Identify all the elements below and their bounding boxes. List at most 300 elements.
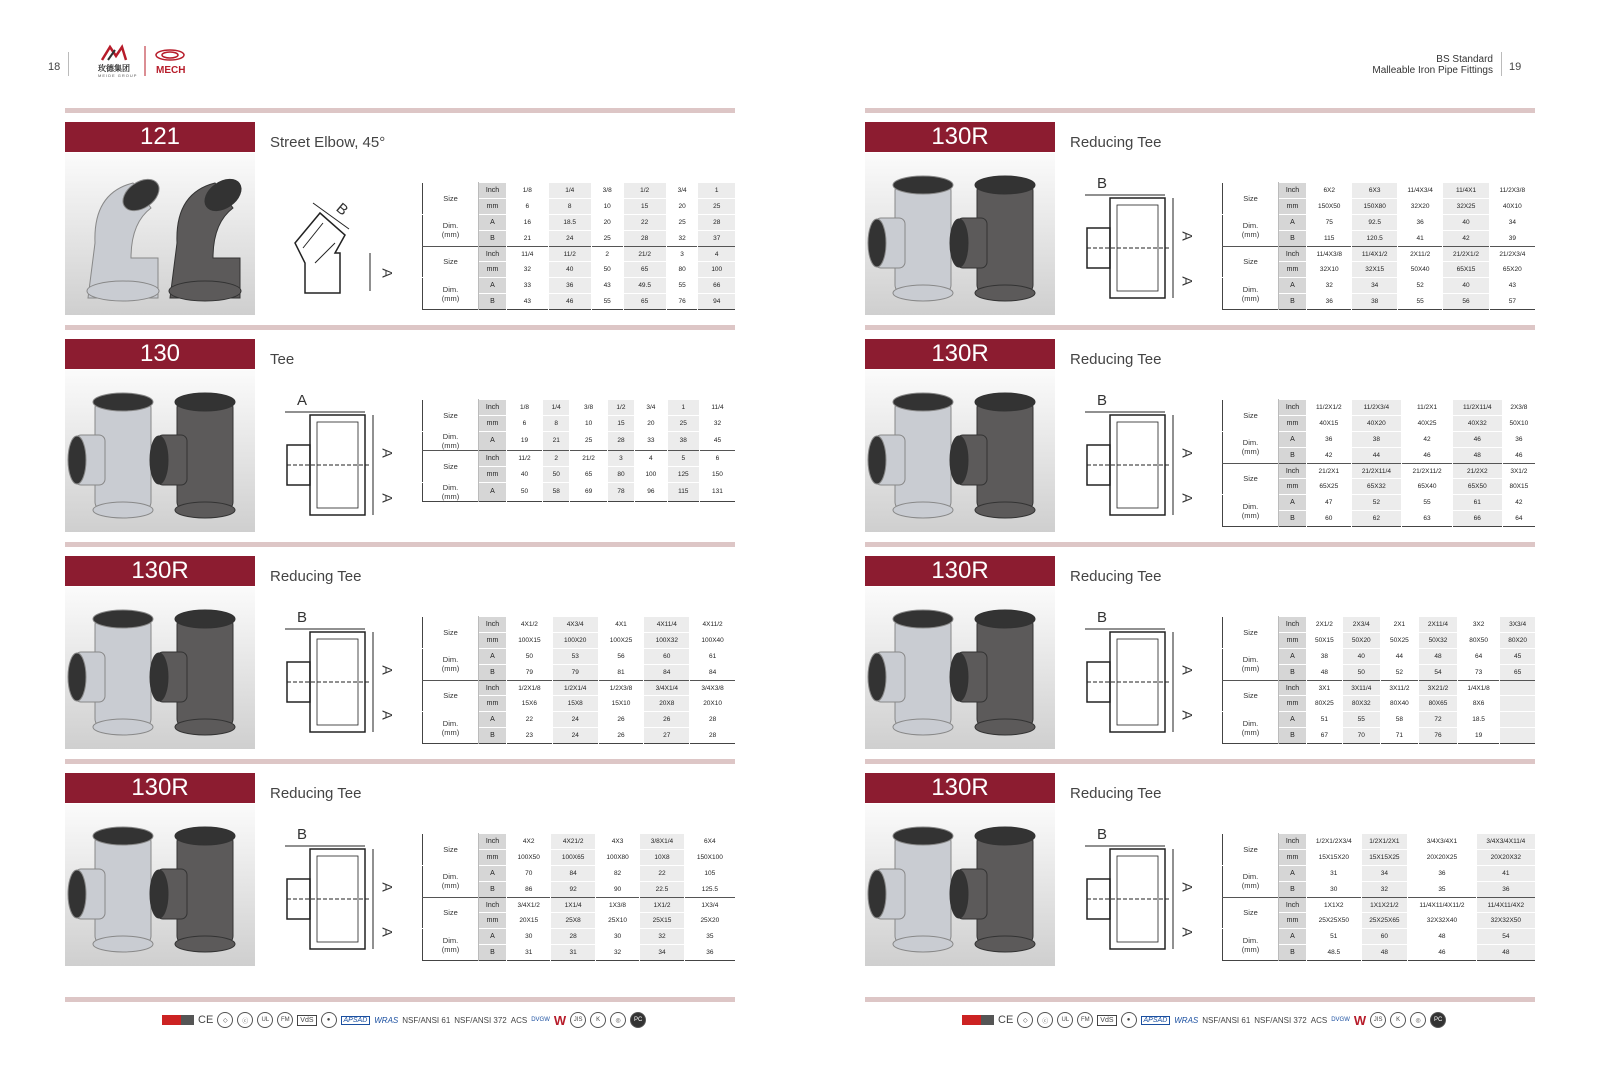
elbow-drawing [275, 173, 400, 308]
mm-cell: 20X20X32 [1476, 849, 1535, 865]
dim-value-cell: 69 [570, 482, 607, 501]
unit-mm-label: mm [479, 198, 507, 214]
dim-label [1223, 278, 1279, 310]
product-section-4 [865, 759, 1535, 971]
mm-cell: 20 [666, 198, 698, 214]
size-label: Size [1223, 463, 1279, 495]
tee-fitting-photo [65, 587, 255, 749]
dim-value-cell [1500, 712, 1536, 728]
inch-cell: 21/2X1 [1307, 463, 1352, 479]
mm-cell: 65X32 [1351, 479, 1402, 495]
mm-cell: 20 [635, 415, 667, 431]
dim-value-cell: 26 [598, 712, 644, 728]
section-top-bar [65, 542, 735, 547]
mm-cell: 40 [507, 466, 543, 482]
dim-value-cell: 86 [507, 881, 551, 897]
size-label: Size [423, 183, 479, 215]
dim-value-cell: 62 [1351, 511, 1402, 527]
dim-label-line2: (mm) [441, 944, 460, 954]
inch-cell: 11/2 [548, 246, 591, 262]
inch-cell: 1 [667, 400, 699, 416]
dim-value-cell: 31 [507, 945, 551, 961]
mm-cell: 15X6 [507, 696, 553, 712]
mm-cell: 80X25 [1307, 696, 1343, 712]
tee-fitting-photo [865, 804, 1055, 966]
dim-value-cell: 36 [548, 278, 591, 294]
dim-label [1223, 712, 1279, 744]
dim-value-cell: 18.5 [1457, 712, 1499, 728]
dim-label-line1: Dim. [1242, 872, 1259, 882]
unit-inch-label: Inch [1279, 183, 1307, 199]
mm-cell: 65X20 [1489, 262, 1535, 278]
dim-value-cell: 56 [598, 648, 644, 664]
inch-cell: 11/2X3/8 [1489, 183, 1535, 199]
inch-cell: 1/2 [607, 400, 634, 416]
dim-value-cell: 52 [1397, 278, 1442, 294]
product-section-2 [65, 325, 735, 537]
inch-cell: 6X4 [684, 834, 735, 850]
mm-cell: 100 [635, 466, 667, 482]
dim-value-cell: 48 [1476, 945, 1535, 961]
dim-value-cell: 64 [1457, 648, 1499, 664]
mm-cell: 80X20 [1500, 632, 1536, 648]
nsf61-mark: NSF/ANSI 61 [1202, 1015, 1251, 1025]
dim-letter-side: A [1179, 448, 1196, 458]
mm-cell: 80X65 [1418, 696, 1457, 712]
sgs-cert-icon: ◇ [217, 1012, 233, 1028]
dim-value-cell: 41 [1397, 230, 1442, 246]
inch-cell: 3 [666, 246, 698, 262]
product-photo [65, 587, 255, 749]
dim-label [1223, 431, 1279, 463]
dim-value-cell: 96 [635, 482, 667, 501]
dim-letter-side: A [1179, 665, 1196, 675]
dim-key-cell: A [479, 214, 507, 230]
unit-inch-label: Inch [479, 400, 507, 416]
wras-mark: WRAS [1174, 1015, 1199, 1025]
inch-cell: 11/4X11/4X11/2 [1408, 897, 1477, 913]
product-drawing [1075, 824, 1200, 959]
dim-label-line1: Dim. [442, 284, 459, 294]
dim-value-cell: 65 [623, 294, 666, 310]
dim-letter-side-2: A [1179, 493, 1196, 503]
unit-mm-label: mm [1279, 632, 1307, 648]
mm-cell: 100X80 [595, 849, 639, 865]
dim-value-cell: 42 [1307, 447, 1352, 463]
mm-cell: 15 [607, 415, 634, 431]
dim-key-cell: A [479, 482, 507, 501]
dim-value-cell: 26 [644, 712, 690, 728]
inch-cell: 1X1/2 [640, 897, 684, 913]
dim-value-cell: 42 [1402, 431, 1453, 447]
dim-value-cell: 82 [595, 865, 639, 881]
ul-cert-icon: UL [257, 1012, 273, 1028]
dim-letter-side: A [379, 665, 396, 675]
dim-label-line2: (mm) [441, 293, 460, 303]
dim-value-cell: 67 [1307, 728, 1343, 744]
table-row [1223, 246, 1536, 262]
acs-mark: ACS [1310, 1015, 1328, 1025]
inch-cell: 1/2 [623, 183, 666, 199]
dim-value-cell: 32 [640, 929, 684, 945]
kr-cert-icon: K [1390, 1012, 1406, 1028]
dim-key-cell: B [1279, 728, 1307, 744]
mm-cell: 80X40 [1380, 696, 1418, 712]
dim-label-line1: Dim. [1242, 221, 1259, 231]
dim-value-cell: 24 [548, 230, 591, 246]
dim-label-line2: (mm) [441, 230, 460, 240]
dim-value-cell: 120.5 [1352, 230, 1397, 246]
inch-cell: 1/2X1/4 [552, 680, 598, 696]
inch-cell: 4X11/4 [644, 617, 690, 633]
dim-value-cell: 26 [598, 728, 644, 744]
mm-cell: 20X10 [690, 696, 736, 712]
dim-value-cell: 60 [1361, 929, 1408, 945]
product-drawing [275, 824, 400, 959]
inch-cell: 21/2X3/4 [1489, 246, 1535, 262]
inch-cell: 4X21/2 [551, 834, 595, 850]
dim-value-cell: 44 [1380, 648, 1418, 664]
unit-mm-label: mm [1279, 479, 1307, 495]
mm-cell: 10X8 [640, 849, 684, 865]
wras-mark: WRAS [374, 1015, 399, 1025]
unit-inch-label: Inch [1279, 834, 1307, 850]
size-label: Size [423, 897, 479, 929]
table-row [1223, 495, 1536, 511]
inch-cell: 2X1 [1380, 617, 1418, 633]
dim-letter-side: A [1179, 882, 1196, 892]
dim-label-line1: Dim. [1242, 501, 1259, 511]
inch-cell: 11/4X11/4X2 [1476, 897, 1535, 913]
dim-label [1223, 648, 1279, 680]
product-name: Street Elbow, 45° [270, 134, 386, 151]
dim-key-cell: A [479, 929, 507, 945]
dim-value-cell: 35 [684, 929, 735, 945]
dim-value-cell: 61 [1452, 495, 1502, 511]
standard-line-1: BS Standard [1436, 54, 1493, 65]
section-top-bar [865, 542, 1535, 547]
inch-cell: 11/2X1/2 [1307, 400, 1352, 416]
mm-cell: 8 [548, 198, 591, 214]
inch-cell: 3/4X1/4 [644, 680, 690, 696]
dim-label [423, 648, 479, 680]
inch-cell: 21/2 [570, 450, 607, 466]
product-section-3 [65, 542, 735, 754]
mm-cell: 50 [591, 262, 623, 278]
unit-inch-label: Inch [1279, 246, 1307, 262]
fm-cert-icon: FM [277, 1012, 293, 1028]
section-top-bar [65, 759, 735, 764]
inch-cell: 2 [542, 450, 569, 466]
dim-value-cell [1500, 728, 1536, 744]
dim-value-cell: 24 [552, 712, 598, 728]
mm-cell: 25X15 [640, 913, 684, 929]
inch-cell: 2 [591, 246, 623, 262]
dim-value-cell: 75 [1307, 214, 1352, 230]
dim-key-cell: A [1279, 278, 1307, 294]
brand-logo [98, 44, 198, 80]
mm-cell: 32X15 [1352, 262, 1397, 278]
mm-cell: 150X100 [684, 849, 735, 865]
inch-cell: 1X1/4 [551, 897, 595, 913]
inch-cell: 21/2 [623, 246, 666, 262]
spec-table [1222, 182, 1536, 310]
product-name: Reducing Tee [1070, 351, 1162, 368]
mm-cell: 50X25 [1380, 632, 1418, 648]
unit-inch-label: Inch [479, 450, 507, 466]
inch-cell: 6 [699, 450, 735, 466]
dim-label [423, 929, 479, 961]
product-name: Reducing Tee [270, 568, 362, 585]
dim-value-cell: 46 [548, 294, 591, 310]
dim-key-cell: A [1279, 712, 1307, 728]
dim-key-cell: B [479, 945, 507, 961]
product-photo [865, 370, 1055, 532]
dim-value-cell: 34 [1352, 278, 1397, 294]
dim-value-cell: 84 [644, 664, 690, 680]
dim-value-cell: 22.5 [640, 881, 684, 897]
mm-cell: 15X8 [552, 696, 598, 712]
inch-cell: 11/4X3/4 [1397, 183, 1442, 199]
unit-mm-label: mm [479, 696, 507, 712]
dim-letter-side-2: A [1179, 276, 1196, 286]
dim-value-cell: 25 [666, 214, 698, 230]
dim-key-cell: B [479, 728, 507, 744]
inch-cell: 3X1 [1307, 680, 1343, 696]
dim-value-cell: 28 [551, 929, 595, 945]
dim-value-cell: 51 [1307, 712, 1343, 728]
inch-cell: 11/4X3/8 [1307, 246, 1352, 262]
dim-key-cell: B [479, 294, 507, 310]
table-row [423, 865, 736, 881]
unit-mm-label: mm [1279, 415, 1307, 431]
section-top-bar [65, 325, 735, 330]
dim-key-cell: B [1279, 230, 1307, 246]
mm-cell: 25X10 [595, 913, 639, 929]
dim-value-cell: 60 [644, 648, 690, 664]
dim-value-cell: 48.5 [1307, 945, 1362, 961]
dim-label-line1: Dim. [1242, 438, 1259, 448]
inch-cell: 4X1 [598, 617, 644, 633]
mm-cell: 40X32 [1452, 415, 1502, 431]
product-code: 130R [65, 556, 255, 586]
product-section-3 [865, 542, 1535, 754]
table-row [423, 834, 736, 850]
dim-value-cell: 72 [1418, 712, 1457, 728]
inch-cell: 3/4X3/4X1 [1408, 834, 1477, 850]
mm-cell: 15 [623, 198, 666, 214]
dim-value-cell: 49.5 [623, 278, 666, 294]
dim-value-cell: 35 [1408, 881, 1477, 897]
dim-value-cell: 43 [591, 278, 623, 294]
footer-bar [865, 997, 1535, 1002]
unit-mm-label: mm [1279, 696, 1307, 712]
dim-value-cell: 73 [1457, 664, 1499, 680]
dim-value-cell: 28 [623, 230, 666, 246]
dim-label-line1: Dim. [1242, 284, 1259, 294]
dim-label-line1: Dim. [442, 221, 459, 231]
jis-mark: JIS [570, 1012, 586, 1028]
mm-cell: 32X25 [1443, 198, 1489, 214]
dim-value-cell: 36 [1307, 431, 1352, 447]
dim-key-cell: A [1279, 431, 1307, 447]
dim-value-cell: 22 [640, 865, 684, 881]
table-row [1223, 865, 1536, 881]
mm-cell: 100X32 [644, 632, 690, 648]
dim-value-cell: 61 [690, 648, 736, 664]
inch-cell: 1X3/4 [684, 897, 735, 913]
dim-label [423, 865, 479, 897]
kr-cert-icon: K [590, 1012, 606, 1028]
size-label: Size [1223, 617, 1279, 649]
mm-cell: 32X32X40 [1408, 913, 1477, 929]
unit-inch-label: Inch [479, 897, 507, 913]
dim-value-cell: 19 [1457, 728, 1499, 744]
nsf61-mark: NSF/ANSI 61 [402, 1015, 451, 1025]
dim-value-cell: 30 [1307, 881, 1362, 897]
mm-cell: 15X15X25 [1361, 849, 1408, 865]
mm-cell: 65X25 [1307, 479, 1352, 495]
unit-mm-label: mm [479, 913, 507, 929]
mm-cell: 80X15 [1502, 479, 1535, 495]
inch-cell: 11/2 [507, 450, 543, 466]
dim-value-cell: 38 [1351, 431, 1402, 447]
table-row [1223, 834, 1536, 850]
brand-cn: 玫德集团 [98, 64, 130, 73]
inch-cell: 4X2 [507, 834, 551, 850]
size-label: Size [423, 680, 479, 712]
dim-letter-top: A [297, 392, 308, 409]
inch-cell: 2X11/4 [1418, 617, 1457, 633]
inch-cell: 1/4 [548, 183, 591, 199]
inch-cell: 4X3 [595, 834, 639, 850]
mm-cell: 25X20 [684, 913, 735, 929]
inch-cell: 1/2X1/8 [507, 680, 553, 696]
ul-cert-icon: UL [1057, 1012, 1073, 1028]
inch-cell: 3/4X1/2 [507, 897, 551, 913]
dim-value-cell: 36 [684, 945, 735, 961]
product-name: Reducing Tee [1070, 134, 1162, 151]
dim-value-cell: 21 [507, 230, 549, 246]
dim-label [1223, 865, 1279, 897]
dim-value-cell: 22 [623, 214, 666, 230]
product-photo [865, 587, 1055, 749]
dim-label-line2: (mm) [441, 664, 460, 674]
size-label: Size [1223, 834, 1279, 866]
cert-mark-icon [162, 1015, 194, 1025]
mm-cell: 100X50 [507, 849, 551, 865]
dim-value-cell: 55 [1397, 294, 1442, 310]
dim-label-line1: Dim. [442, 431, 459, 441]
fm-cert-icon: FM [1077, 1012, 1093, 1028]
dim-value-cell: 76 [666, 294, 698, 310]
inch-cell: 3X11/2 [1380, 680, 1418, 696]
product-section-1 [865, 108, 1535, 320]
dim-label-line2: (mm) [1241, 230, 1260, 240]
dim-value-cell: 51 [1307, 929, 1362, 945]
dim-letter-side: A [379, 268, 396, 278]
mm-cell: 100 [698, 262, 736, 278]
inch-cell: 3/8 [591, 183, 623, 199]
size-label: Size [1223, 183, 1279, 215]
watermark-w-icon: W [553, 1012, 567, 1028]
mm-cell: 50X15 [1307, 632, 1343, 648]
table-row [423, 482, 736, 501]
dim-label-line2: (mm) [441, 440, 460, 450]
mm-cell: 6 [507, 415, 543, 431]
dim-value-cell: 38 [667, 431, 699, 450]
inch-cell: 3/8X1/4 [640, 834, 684, 850]
product-drawing [275, 390, 400, 525]
dim-value-cell: 43 [507, 294, 549, 310]
standard-title [1372, 54, 1493, 76]
spec-table [1222, 399, 1536, 527]
dim-letter-side-2: A [379, 493, 396, 503]
dvgw-mark: DVGW [1331, 1017, 1350, 1023]
product-code: 130 [65, 339, 255, 369]
dim-value-cell: 24 [552, 728, 598, 744]
dim-value-cell: 36 [1397, 214, 1442, 230]
dim-value-cell: 56 [1443, 294, 1489, 310]
right-page [800, 0, 1600, 1086]
dim-value-cell: 92.5 [1352, 214, 1397, 230]
table-row [1223, 712, 1536, 728]
dim-value-cell: 30 [595, 929, 639, 945]
dim-value-cell: 84 [690, 664, 736, 680]
mm-cell: 150X50 [1307, 198, 1352, 214]
size-label: Size [423, 450, 479, 482]
dim-value-cell: 38 [1307, 648, 1343, 664]
inch-cell: 3X2 [1457, 617, 1499, 633]
inch-cell: 1/4X1/8 [1457, 680, 1499, 696]
dim-value-cell: 40 [1443, 214, 1489, 230]
unit-mm-label: mm [479, 632, 507, 648]
unit-inch-label: Inch [1279, 680, 1307, 696]
mm-cell: 25X25X65 [1361, 913, 1408, 929]
dim-key-cell: A [1279, 648, 1307, 664]
mm-cell: 10 [591, 198, 623, 214]
ce-mark: CE [998, 1014, 1014, 1026]
table-row [423, 648, 736, 664]
dim-label-line2: (mm) [1241, 510, 1260, 520]
inch-cell: 3/4 [635, 400, 667, 416]
dim-value-cell: 70 [1342, 728, 1380, 744]
dim-value-cell: 20 [591, 214, 623, 230]
product-name: Reducing Tee [1070, 568, 1162, 585]
dim-letter-side-2: A [1179, 710, 1196, 720]
dim-value-cell: 47 [1307, 495, 1352, 511]
dim-value-cell: 63 [1402, 511, 1453, 527]
mm-cell: 15X10 [598, 696, 644, 712]
spec-table [422, 833, 736, 961]
inch-cell: 1/8 [507, 183, 549, 199]
size-label: Size [423, 400, 479, 432]
brand-en: MEIDE GROUP [98, 73, 138, 78]
dim-key-cell: A [479, 278, 507, 294]
dim-letter-side-2: A [1179, 927, 1196, 937]
mm-cell: 80X50 [1457, 632, 1499, 648]
mm-cell: 40X15 [1307, 415, 1352, 431]
dim-value-cell: 45 [699, 431, 735, 450]
dim-value-cell: 57 [1489, 294, 1535, 310]
section-top-bar [65, 108, 735, 113]
dim-value-cell: 71 [1380, 728, 1418, 744]
dim-value-cell: 45 [1500, 648, 1536, 664]
dim-key-cell: B [1279, 881, 1307, 897]
dim-value-cell: 31 [551, 945, 595, 961]
product-photo [65, 370, 255, 532]
tee-fitting-photo [65, 804, 255, 966]
